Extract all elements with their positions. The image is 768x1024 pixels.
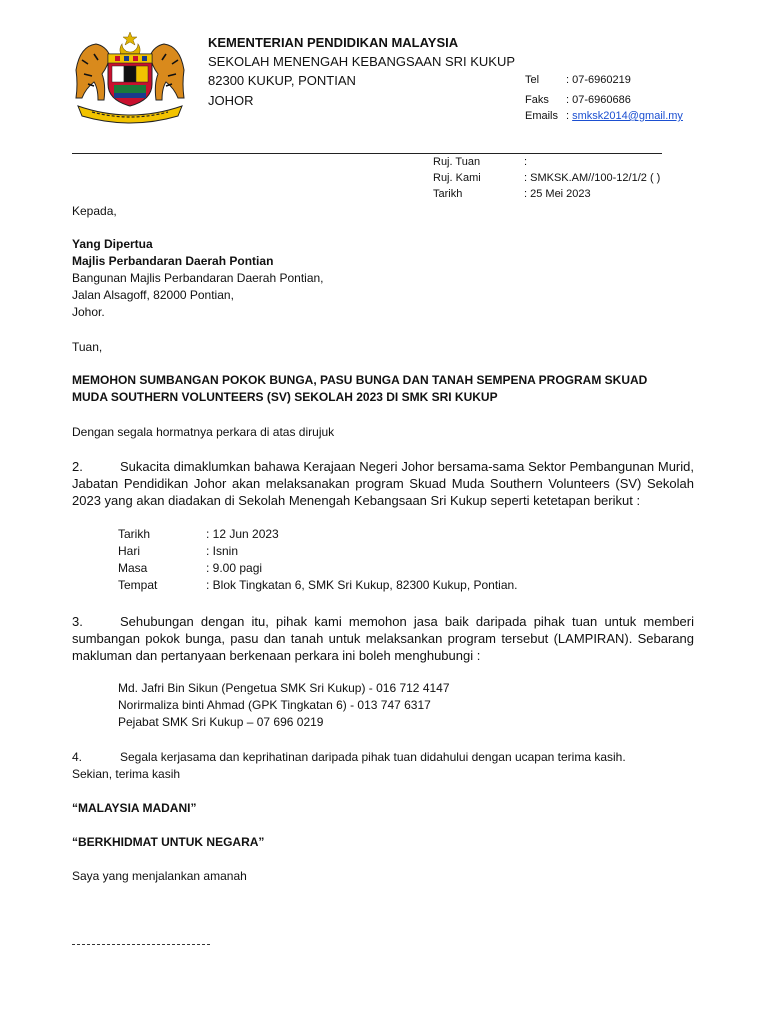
malaysia-coat-of-arms-logo [68,30,192,124]
recipient-address-line3: Johor. [72,305,105,319]
detail-date-label: Tarikh [118,527,151,541]
recipient-address-line2: Jalan Alsagoff, 82000 Pontian, [72,288,234,302]
paragraph-4-number: 4. [72,750,83,764]
detail-time-value: : 9.00 pagi [206,561,263,575]
subject-line2: MUDA SOUTHERN VOLUNTEERS (SV) SEKOLAH 2023 DI SMK SRI KUKUP [72,390,498,404]
tel-label: Tel [525,74,540,86]
detail-date-value: : 12 Jun 2023 [206,527,279,541]
email-label: Emails [525,110,559,122]
recipient-title: Yang Dipertua [72,237,153,251]
detail-day-label: Hari [118,544,141,558]
recipient-address-line1: Bangunan Majlis Perbandaran Daerah Pontian, [72,271,324,285]
signature-line [72,944,210,945]
detail-venue-value: : Blok Tingkatan 6, SMK Sri Kukup, 82300 Kukup, Pontian. [206,578,518,592]
slogan-malaysia-madani: “MALAYSIA MADANI” [72,801,197,815]
paragraph-2-text: Sukacita dimaklumkan bahawa Kerajaan Negeri Johor bersama-sama Sektor Pembangunan Murid, Jabatan Pendidikan Johor akan melaksanakan program Skuad Muda Southern Volunteers (SV) Sekolah 2023 yang akan diadakan di Sekolah Menengah Kebangsaan Sri Kukup seperti ketetapan berikut : [72,459,694,508]
paragraph-4-text: Segala kerjasama dan keprihatinan daripada pihak tuan didahului dengan ucapan terima kasih. [120,750,626,764]
ref-tuan-label: Ruj. Tuan [433,156,481,168]
school-address-line2: JOHOR [208,93,254,108]
paragraph-2 [72,458,694,509]
letterhead-divider [72,153,662,154]
contact-item-3: Pejabat SMK Sri Kukup – 07 696 0219 [118,715,324,729]
closing-line: Sekian, terima kasih [72,767,181,781]
contact-item-1: Md. Jafri Bin Sikun (Pengetua SMK Sri Kukup) - 016 712 4147 [118,681,450,695]
recipient-org: Majlis Perbandaran Daerah Pontian [72,254,274,268]
school-address-line1: 82300 KUKUP, PONTIAN [208,73,356,88]
greeting-to: Kepada, [72,204,117,218]
detail-venue-label: Tempat [118,578,158,592]
paragraph-3-number: 3. [72,614,83,629]
fax-label: Faks [525,94,549,106]
ref-tuan-value: : [524,156,528,168]
opening-line: Dengan segala hormatnya perkara di atas dirujuk [72,425,335,439]
ministry-name: KEMENTERIAN PENDIDIKAN MALAYSIA [208,35,459,50]
school-name: SEKOLAH MENENGAH KEBANGSAAN SRI KUKUP [208,54,516,69]
detail-day-value: : Isnin [206,544,239,558]
paragraph-3 [72,613,694,664]
contact-item-2: Norirmaliza binti Ahmad (GPK Tingkatan 6) - 013 747 6317 [118,698,431,712]
tel-value: : 07-6960219 [566,74,631,86]
ref-kami-label: Ruj. Kami [433,172,481,184]
sign-off: Saya yang menjalankan amanah [72,869,247,883]
ref-date-value: : 25 Mei 2023 [524,188,591,200]
ref-date-label: Tarikh [433,188,463,200]
slogan-berkhidmat: “BERKHIDMAT UNTUK NEGARA” [72,835,265,849]
subject-line1: MEMOHON SUMBANGAN POKOK BUNGA, PASU BUNGA DAN TANAH SEMPENA PROGRAM SKUAD [72,373,648,387]
email-prefix: : [566,110,573,122]
paragraph-3-text: Sehubungan dengan itu, pihak kami memohon jasa baik daripada pihak tuan untuk memberi sumbangan pokok bunga, pasu dan tanah untuk melaksankan program tersebut (LAMPIRAN). Sebarang makluman dan pertanyaan berkenaan perkara ini boleh menghubungi : [72,614,694,663]
salutation: Tuan, [72,340,103,354]
paragraph-2-number: 2. [72,459,83,474]
paragraph-4 [72,750,626,764]
detail-time-label: Masa [118,561,148,575]
email-field [566,110,683,122]
email-link[interactable]: smksk2014@gmail.my [572,110,683,122]
ref-kami-value: : SMKSK.AM//100-12/1/2 ( ) [524,172,661,184]
fax-value: : 07-6960686 [566,94,631,106]
